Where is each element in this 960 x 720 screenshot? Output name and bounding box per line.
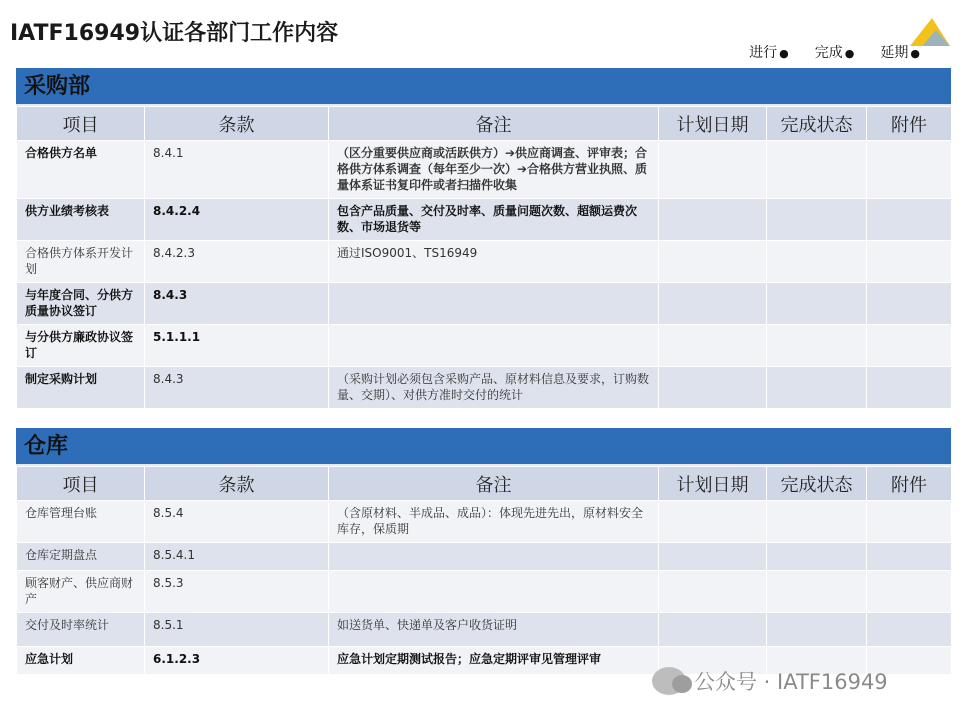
col-header-clause: 条款 <box>145 107 329 141</box>
cell-clause: 8.5.4 <box>145 501 329 543</box>
legend-dot: ● <box>844 47 855 60</box>
cell-item: 仓库定期盘点 <box>17 543 145 571</box>
cell-note: 如送货单、快递单及客户收货证明 <box>329 613 659 647</box>
col-header-attachment: 附件 <box>867 107 952 141</box>
cell-plan-date[interactable] <box>659 199 767 241</box>
section-title: 采购部 <box>16 68 951 106</box>
cell-note: （采购计划必须包含采购产品、原材料信息及要求，订购数量、交期）、对供方准时交付的统计 <box>329 367 659 409</box>
cell-status[interactable] <box>767 543 867 571</box>
cell-item: 交付及时率统计 <box>17 613 145 647</box>
cell-status[interactable] <box>767 141 867 199</box>
cell-note: （含原材料、半成品、成品）：体现先进先出，原材料安全库存，保质期 <box>329 501 659 543</box>
cell-plan-date[interactable] <box>659 367 767 409</box>
cell-note <box>329 543 659 571</box>
cell-plan-date[interactable] <box>659 325 767 367</box>
purchasing-table <box>16 106 952 409</box>
cell-clause: 5.1.1.1 <box>145 325 329 367</box>
table-row <box>17 613 952 647</box>
cell-status[interactable] <box>767 501 867 543</box>
cell-item: 顾客财产、供应商财产 <box>17 571 145 613</box>
cell-attachment[interactable] <box>867 199 952 241</box>
cell-item: 与年度合同、分供方质量协议签订 <box>17 283 145 325</box>
legend-label: 延期 <box>880 45 909 61</box>
cell-status[interactable] <box>767 241 867 283</box>
cell-status[interactable] <box>767 283 867 325</box>
col-header-note: 备注 <box>329 467 659 501</box>
cell-note <box>329 283 659 325</box>
legend-label: 完成 <box>814 45 843 61</box>
cell-plan-date[interactable] <box>659 543 767 571</box>
cell-item: 与分供方廉政协议签订 <box>17 325 145 367</box>
cell-note <box>329 141 659 199</box>
table-header-row <box>17 107 952 141</box>
section-title: 仓库 <box>16 428 951 466</box>
cell-attachment[interactable] <box>867 367 952 409</box>
cell-attachment[interactable] <box>867 241 952 283</box>
table-row <box>17 283 952 325</box>
cell-note: 包含产品质量、交付及时率、质量问题次数、超额运费次数、市场退货等 <box>329 199 659 241</box>
cell-item: 制定采购计划 <box>17 367 145 409</box>
page-title: IATF16949认证各部门工作内容 <box>10 21 339 46</box>
col-header-clause: 条款 <box>145 467 329 501</box>
cell-status[interactable] <box>767 325 867 367</box>
col-header-status: 完成状态 <box>767 107 867 141</box>
cell-clause: 8.4.2.3 <box>145 241 329 283</box>
status-legend <box>749 42 920 62</box>
cell-attachment[interactable] <box>867 325 952 367</box>
cell-plan-date[interactable] <box>659 613 767 647</box>
cell-attachment[interactable] <box>867 571 952 613</box>
cell-status[interactable] <box>767 613 867 647</box>
cell-item: 合格供方体系开发计划 <box>17 241 145 283</box>
cell-attachment[interactable] <box>867 613 952 647</box>
legend-dot: ● <box>779 47 789 60</box>
cell-attachment[interactable] <box>867 283 952 325</box>
col-header-note: 备注 <box>329 107 659 141</box>
watermark-text: 公众号 · IATF16949 <box>694 670 888 694</box>
table-row <box>17 141 952 199</box>
table-row <box>17 571 952 613</box>
watermark <box>652 666 888 696</box>
legend-complete <box>815 42 855 62</box>
cell-clause: 8.4.3 <box>145 283 329 325</box>
legend-delayed <box>880 42 920 62</box>
table-row <box>17 241 952 283</box>
table-row <box>17 367 952 409</box>
cell-status[interactable] <box>767 199 867 241</box>
cell-plan-date[interactable] <box>659 501 767 543</box>
note-text: （区分重要供应商或活跃供方）➔供应商调查、评审表；合格供方体系调查（每年至少一次）➔合格供方营业执照、质量体系证书复印件或者扫描件收集 <box>337 146 648 192</box>
cell-clause: 8.4.2.4 <box>145 199 329 241</box>
cell-item: 应急计划 <box>17 647 145 675</box>
warehouse-table <box>16 466 952 675</box>
cell-clause: 8.4.3 <box>145 367 329 409</box>
table-row <box>17 199 952 241</box>
cell-clause: 6.1.2.3 <box>145 647 329 675</box>
cell-clause: 8.5.1 <box>145 613 329 647</box>
cell-clause: 8.5.4.1 <box>145 543 329 571</box>
cell-plan-date[interactable] <box>659 141 767 199</box>
cell-note: 应急计划定期测试报告；应急定期评审见管理评审 <box>329 647 659 675</box>
table-row <box>17 543 952 571</box>
section-warehouse <box>16 428 951 675</box>
cell-status[interactable] <box>767 367 867 409</box>
cell-clause: 8.4.1 <box>145 141 329 199</box>
cell-note <box>329 325 659 367</box>
legend-label: 进行 <box>749 45 778 61</box>
cell-plan-date[interactable] <box>659 283 767 325</box>
col-header-attachment: 附件 <box>867 467 952 501</box>
cell-item: 仓库管理台账 <box>17 501 145 543</box>
legend-in-progress <box>749 42 789 62</box>
table-row <box>17 325 952 367</box>
col-header-item: 项目 <box>17 467 145 501</box>
cell-status[interactable] <box>767 571 867 613</box>
col-header-status: 完成状态 <box>767 467 867 501</box>
cell-note: 通过ISO9001、TS16949 <box>329 241 659 283</box>
cell-item: 合格供方名单 <box>17 141 145 199</box>
cell-attachment[interactable] <box>867 141 952 199</box>
cell-attachment[interactable] <box>867 543 952 571</box>
cell-attachment[interactable] <box>867 501 952 543</box>
cell-clause: 8.5.3 <box>145 571 329 613</box>
cell-note <box>329 571 659 613</box>
col-header-plan-date: 计划日期 <box>659 467 767 501</box>
legend-dot: ● <box>910 47 920 60</box>
cell-item: 供方业绩考核表 <box>17 199 145 241</box>
table-row <box>17 501 952 543</box>
wechat-icon <box>652 667 686 695</box>
col-header-item: 项目 <box>17 107 145 141</box>
section-purchasing <box>16 68 951 409</box>
cell-plan-date[interactable] <box>659 571 767 613</box>
col-header-plan-date: 计划日期 <box>659 107 767 141</box>
cell-plan-date[interactable] <box>659 241 767 283</box>
table-header-row <box>17 467 952 501</box>
